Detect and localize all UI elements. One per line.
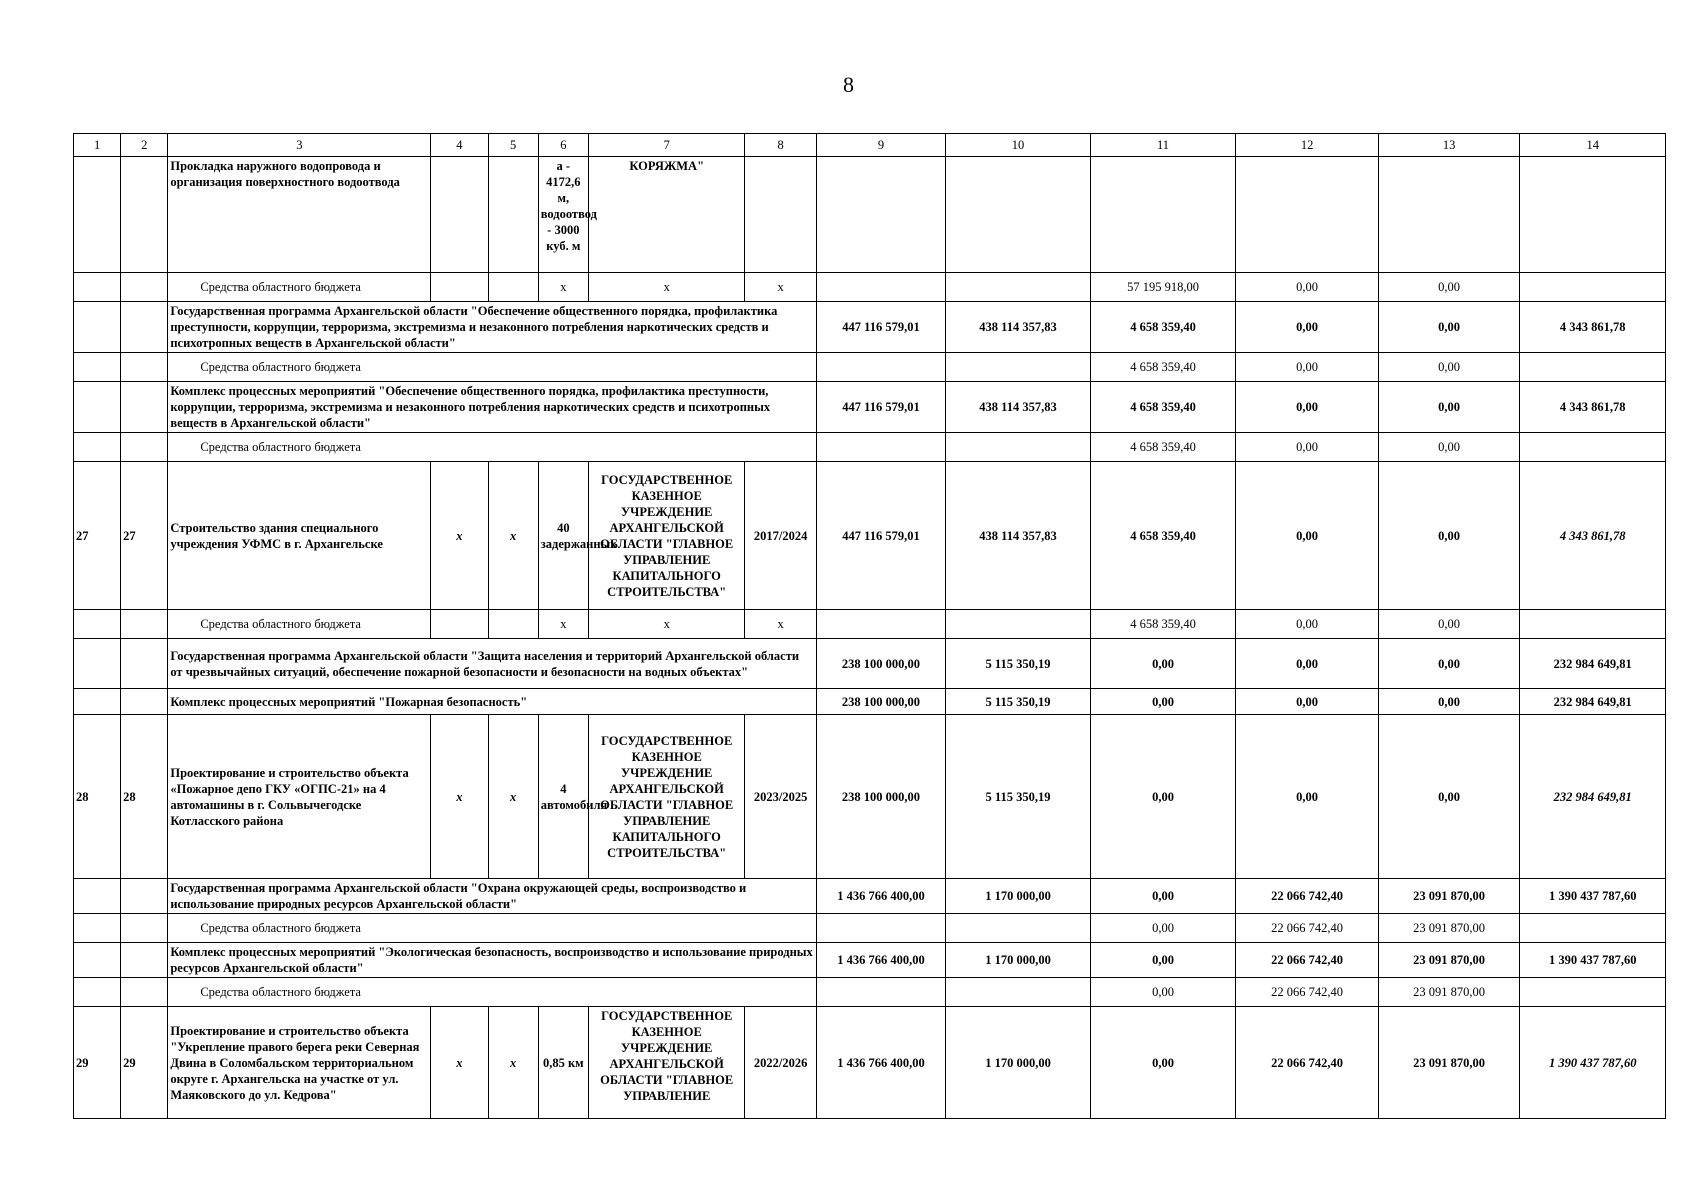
cell-value: 1 436 766 400,00 — [816, 943, 945, 978]
funding-source: Средства областного бюджета — [168, 353, 816, 382]
customer-org: ГОСУДАРСТВЕННОЕ КАЗЕННОЕ УЧРЕЖДЕНИЕ АРХАНГЕЛЬСКОЙ ОБЛАСТИ "ГЛАВНОЕ УПРАВЛЕНИЕ — [588, 1007, 745, 1119]
cell-value: 0,00 — [1090, 879, 1236, 914]
complex-row — [74, 382, 1666, 433]
cell-value: 22 066 742,40 — [1236, 879, 1379, 914]
cell-value: 23 091 870,00 — [1378, 943, 1520, 978]
column-number: 10 — [946, 134, 1091, 157]
complex-row — [74, 689, 1666, 715]
cell-value: 4 658 359,40 — [1090, 433, 1236, 462]
cell-x: х — [538, 610, 588, 639]
cell-value: 0,00 — [1090, 689, 1236, 715]
column-number: 14 — [1520, 134, 1666, 157]
cell-value: 0,00 — [1090, 715, 1236, 879]
program-row — [74, 639, 1666, 689]
row-number: 27 — [74, 462, 121, 610]
cell-x: х — [431, 715, 488, 879]
program-name: Государственная программа Архангельской области "Обеспечение общественного порядка, профилактика преступности, коррупции, терроризма, экстремизма и незаконного потребления наркотических средств и психотропных веществ в Архангельской области" — [168, 302, 816, 353]
cell-x: х — [488, 1007, 538, 1119]
cell-value: 0,00 — [1378, 433, 1520, 462]
cell-value: 0,00 — [1378, 302, 1520, 353]
cell-value: 232 984 649,81 — [1520, 715, 1666, 879]
cell-value: 238 100 000,00 — [816, 689, 945, 715]
cell-value: 447 116 579,01 — [816, 382, 945, 433]
cell-value: 0,00 — [1378, 715, 1520, 879]
cell-x: х — [431, 462, 488, 610]
cell-value: 0,00 — [1090, 1007, 1236, 1119]
column-number: 2 — [121, 134, 168, 157]
complex-row — [74, 943, 1666, 978]
customer-org: ГОСУДАРСТВЕННОЕ КАЗЕННОЕ УЧРЕЖДЕНИЕ АРХАНГЕЛЬСКОЙ ОБЛАСТИ "ГЛАВНОЕ УПРАВЛЕНИЕ КАПИТАЛЬНОГО СТРОИТЕЛЬСТВА" — [588, 462, 745, 610]
cell-value: 1 436 766 400,00 — [816, 1007, 945, 1119]
cell-value: 22 066 742,40 — [1236, 914, 1379, 943]
object-name: Строительство здания специального учреждения УФМС в г. Архангельске — [168, 462, 431, 610]
program-name: Государственная программа Архангельской области "Защита населения и территорий Архангельской области от чрезвычайных ситуаций, обеспечение пожарной безопасности и безопасности на водных объектах" — [168, 639, 816, 689]
cell-value: 0,00 — [1378, 610, 1520, 639]
cell-x: х — [488, 715, 538, 879]
object-capacity: 40 задержанных — [538, 462, 588, 610]
object-row — [74, 462, 1666, 610]
cell-value: 5 115 350,19 — [946, 689, 1091, 715]
cell-value: 238 100 000,00 — [816, 639, 945, 689]
cell-value: 4 658 359,40 — [1090, 382, 1236, 433]
object-row — [74, 715, 1666, 879]
object-name: Проектирование и строительство объекта "Укрепление правого берега реки Северная Двина в Соломбальском территориальном округе г. Архангельска на участке от ул. Маяковского до ул. Кедрова" — [168, 1007, 431, 1119]
cell-value: 0,00 — [1236, 715, 1379, 879]
cell-value: 0,00 — [1236, 610, 1379, 639]
cell-value: 4 343 861,78 — [1520, 302, 1666, 353]
cell-value: 4 658 359,40 — [1090, 610, 1236, 639]
column-number: 9 — [816, 134, 945, 157]
row-number: 29 — [74, 1007, 121, 1119]
row-number: 29 — [121, 1007, 168, 1119]
cell-value: 1 170 000,00 — [946, 943, 1091, 978]
cell-value: 0,00 — [1236, 433, 1379, 462]
cell-value: 0,00 — [1236, 462, 1379, 610]
cell-x: х — [488, 462, 538, 610]
column-number: 7 — [588, 134, 745, 157]
cell-value: 1 170 000,00 — [946, 879, 1091, 914]
cell-value: 0,00 — [1378, 353, 1520, 382]
table-row — [74, 978, 1666, 1007]
customer-org: ГОСУДАРСТВЕННОЕ КАЗЕННОЕ УЧРЕЖДЕНИЕ АРХАНГЕЛЬСКОЙ ОБЛАСТИ "ГЛАВНОЕ УПРАВЛЕНИЕ КАПИТАЛЬНОГО СТРОИТЕЛЬСТВА" — [588, 715, 745, 879]
cell-x: х — [745, 273, 816, 302]
cell-value: 0,00 — [1378, 639, 1520, 689]
cell-value: 1 390 437 787,60 — [1520, 879, 1666, 914]
cell-value: 0,00 — [1090, 978, 1236, 1007]
cell-value: 4 343 861,78 — [1520, 462, 1666, 610]
cell-value: 1 390 437 787,60 — [1520, 943, 1666, 978]
complex-name: Комплекс процессных мероприятий "Обеспечение общественного порядка, профилактика преступности, коррупции, терроризма, экстремизма и незаконного потребления наркотических средств и психотропных веществ в Архангельской области" — [168, 382, 816, 433]
object-capacity: а - 4172,6 м, водоотвод - 3000 куб. м — [538, 157, 588, 273]
table-row — [74, 610, 1666, 639]
cell-value: 22 066 742,40 — [1236, 1007, 1379, 1119]
object-row — [74, 1007, 1666, 1119]
program-row — [74, 302, 1666, 353]
table-row — [74, 914, 1666, 943]
object-capacity: 4 автомобиля — [538, 715, 588, 879]
page-number: 8 — [843, 72, 854, 97]
cell-value: 5 115 350,19 — [946, 715, 1091, 879]
column-number: 4 — [431, 134, 488, 157]
column-number-row — [74, 134, 1666, 157]
program-name: Государственная программа Архангельской области "Охрана окружающей среды, воспроизводство и использование природных ресурсов Архангельской области" — [168, 879, 816, 914]
customer-org: КОРЯЖМА" — [588, 157, 745, 273]
complex-name: Комплекс процессных мероприятий "Пожарная безопасность" — [168, 689, 816, 715]
cell-value: 0,00 — [1236, 273, 1379, 302]
table-row — [74, 433, 1666, 462]
object-name: Проектирование и строительство объекта «Пожарное депо ГКУ «ОГПС-21» на 4 автомашины в г. Сольвычегодске Котласского района — [168, 715, 431, 879]
cell-value: 0,00 — [1236, 353, 1379, 382]
cell-value: 4 658 359,40 — [1090, 302, 1236, 353]
cell-x: х — [538, 273, 588, 302]
column-number: 1 — [74, 134, 121, 157]
object-period: 2022/2026 — [745, 1007, 816, 1119]
cell-value: 57 195 918,00 — [1090, 273, 1236, 302]
cell-x: х — [745, 610, 816, 639]
cell-value: 232 984 649,81 — [1520, 639, 1666, 689]
cell-value: 0,00 — [1090, 639, 1236, 689]
cell-value: 0,00 — [1378, 382, 1520, 433]
cell-value: 447 116 579,01 — [816, 302, 945, 353]
cell-value: 0,00 — [1378, 462, 1520, 610]
row-number: 27 — [121, 462, 168, 610]
column-number: 13 — [1378, 134, 1520, 157]
complex-name: Комплекс процессных мероприятий "Экологическая безопасность, воспроизводство и использование природных ресурсов Архангельской области" — [168, 943, 816, 978]
cell-value: 4 343 861,78 — [1520, 382, 1666, 433]
cell-x: х — [588, 610, 745, 639]
cell-value: 0,00 — [1236, 382, 1379, 433]
funding-source: Средства областного бюджета — [168, 610, 431, 639]
cell-value: 438 114 357,83 — [946, 302, 1091, 353]
cell-value: 23 091 870,00 — [1378, 1007, 1520, 1119]
funding-source: Средства областного бюджета — [168, 433, 816, 462]
cell-value: 1 390 437 787,60 — [1520, 1007, 1666, 1119]
cell-value: 4 658 359,40 — [1090, 353, 1236, 382]
cell-value: 22 066 742,40 — [1236, 943, 1379, 978]
column-number: 12 — [1236, 134, 1379, 157]
object-period: 2017/2024 — [745, 462, 816, 610]
cell-x: х — [588, 273, 745, 302]
object-name: Прокладка наружного водопровода и организация поверхностного водоотвода — [168, 157, 431, 273]
column-number: 3 — [168, 134, 431, 157]
row-number: 28 — [74, 715, 121, 879]
cell-value: 447 116 579,01 — [816, 462, 945, 610]
column-number: 6 — [538, 134, 588, 157]
object-capacity: 0,85 км — [538, 1007, 588, 1119]
cell-value: 1 170 000,00 — [946, 1007, 1091, 1119]
cell-value: 5 115 350,19 — [946, 639, 1091, 689]
program-row — [74, 879, 1666, 914]
table-row — [74, 157, 1666, 273]
investment-table — [73, 133, 1666, 1119]
column-number: 8 — [745, 134, 816, 157]
cell-value: 0,00 — [1090, 943, 1236, 978]
cell-value: 23 091 870,00 — [1378, 879, 1520, 914]
cell-value: 23 091 870,00 — [1378, 914, 1520, 943]
cell-value: 1 436 766 400,00 — [816, 879, 945, 914]
column-number: 5 — [488, 134, 538, 157]
column-number: 11 — [1090, 134, 1236, 157]
funding-source: Средства областного бюджета — [168, 273, 431, 302]
cell-value: 0,00 — [1090, 914, 1236, 943]
cell-value: 438 114 357,83 — [946, 462, 1091, 610]
cell-value: 23 091 870,00 — [1378, 978, 1520, 1007]
funding-source: Средства областного бюджета — [168, 914, 816, 943]
cell-x: х — [431, 1007, 488, 1119]
table-row — [74, 273, 1666, 302]
cell-value: 22 066 742,40 — [1236, 978, 1379, 1007]
cell-value: 0,00 — [1236, 639, 1379, 689]
cell-value: 238 100 000,00 — [816, 715, 945, 879]
cell-value: 0,00 — [1378, 273, 1520, 302]
table-row — [74, 353, 1666, 382]
cell-value: 0,00 — [1378, 689, 1520, 715]
row-number: 28 — [121, 715, 168, 879]
object-period: 2023/2025 — [745, 715, 816, 879]
cell-value: 438 114 357,83 — [946, 382, 1091, 433]
cell-value: 4 658 359,40 — [1090, 462, 1236, 610]
cell-value: 232 984 649,81 — [1520, 689, 1666, 715]
funding-source: Средства областного бюджета — [168, 978, 816, 1007]
cell-value: 0,00 — [1236, 302, 1379, 353]
cell-value: 0,00 — [1236, 689, 1379, 715]
